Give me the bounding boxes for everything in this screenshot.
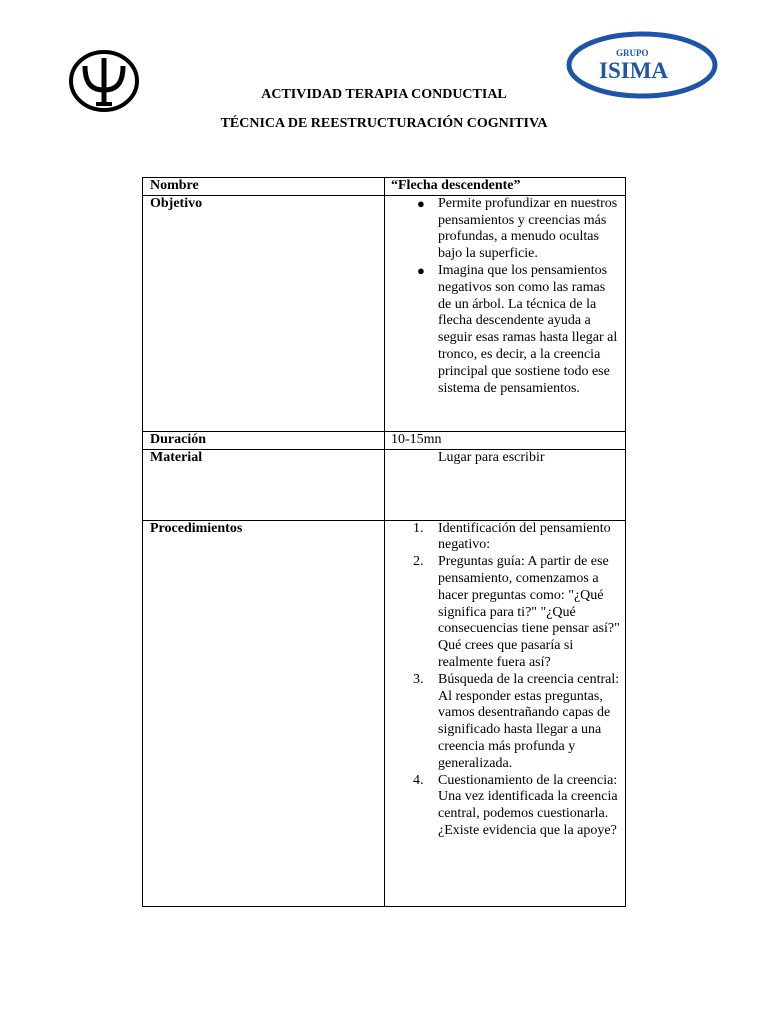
row-material bbox=[143, 449, 626, 520]
activity-table bbox=[142, 177, 626, 907]
value-objetivo bbox=[385, 195, 626, 431]
psi-symbol-icon bbox=[62, 42, 146, 120]
label-procedimientos: Procedimientos bbox=[143, 520, 385, 906]
row-duracion bbox=[143, 431, 626, 449]
row-objetivo bbox=[143, 195, 626, 431]
value-duracion: 10-15mn bbox=[385, 431, 626, 449]
bullet-icon: ● bbox=[417, 262, 425, 278]
list-item: ● Permite profundizar en nuestros pensamientos y creencias más profundas, a menudo ocultas bajo la superficie. bbox=[417, 195, 618, 262]
row-nombre bbox=[143, 178, 626, 196]
procedimientos-list bbox=[391, 521, 621, 840]
label-duracion: Duración bbox=[143, 431, 385, 449]
list-item: 3. Búsqueda de la creencia central: Al responder estas preguntas, vamos desentrañando capas de significado hasta llegar a una creencia más profunda y generalizada. bbox=[413, 671, 620, 771]
label-material: Material bbox=[143, 449, 385, 520]
value-procedimientos bbox=[385, 520, 626, 906]
logo-name-text: ISIMA bbox=[599, 58, 669, 83]
list-item: 2. Preguntas guía: A partir de ese pensamiento, comenzamos a hacer preguntas como: "¿Qué significa para ti?" "¿Qué consecuencias tiene pensar así?" Qué crees que pasaría si realmente fuera así? bbox=[413, 554, 620, 670]
list-item: ● Imagina que los pensamientos negativos son como las ramas de un árbol. La técnica de la flecha descendente ayuda a seguir esas ramas hasta llegar al tronco, es decir, a la creencia principal que sostiene todo ese sistema de pensamientos. bbox=[417, 262, 618, 396]
page-title: ACTIVIDAD TERAPIA CONDUCTIAL bbox=[261, 87, 507, 102]
list-item: 4. Cuestionamiento de la creencia: Una vez identificada la creencia central, podemos cuestionarla. ¿Existe evidencia que la apoye? bbox=[413, 772, 618, 838]
objetivo-list bbox=[391, 196, 621, 398]
logo-group-text: GRUPO bbox=[616, 48, 649, 58]
list-item: 1. Identificación del pensamiento negativo: bbox=[413, 520, 611, 553]
bullet-icon: ● bbox=[417, 195, 425, 211]
row-procedimientos bbox=[143, 520, 626, 906]
label-objetivo: Objetivo bbox=[143, 195, 385, 431]
value-nombre: “Flecha descendente” bbox=[385, 178, 626, 196]
value-material: Lugar para escribir bbox=[385, 449, 626, 520]
page-subtitle: TÉCNICA DE REESTRUCTURACIÓN COGNITIVA bbox=[220, 116, 548, 131]
label-nombre: Nombre bbox=[143, 178, 385, 196]
